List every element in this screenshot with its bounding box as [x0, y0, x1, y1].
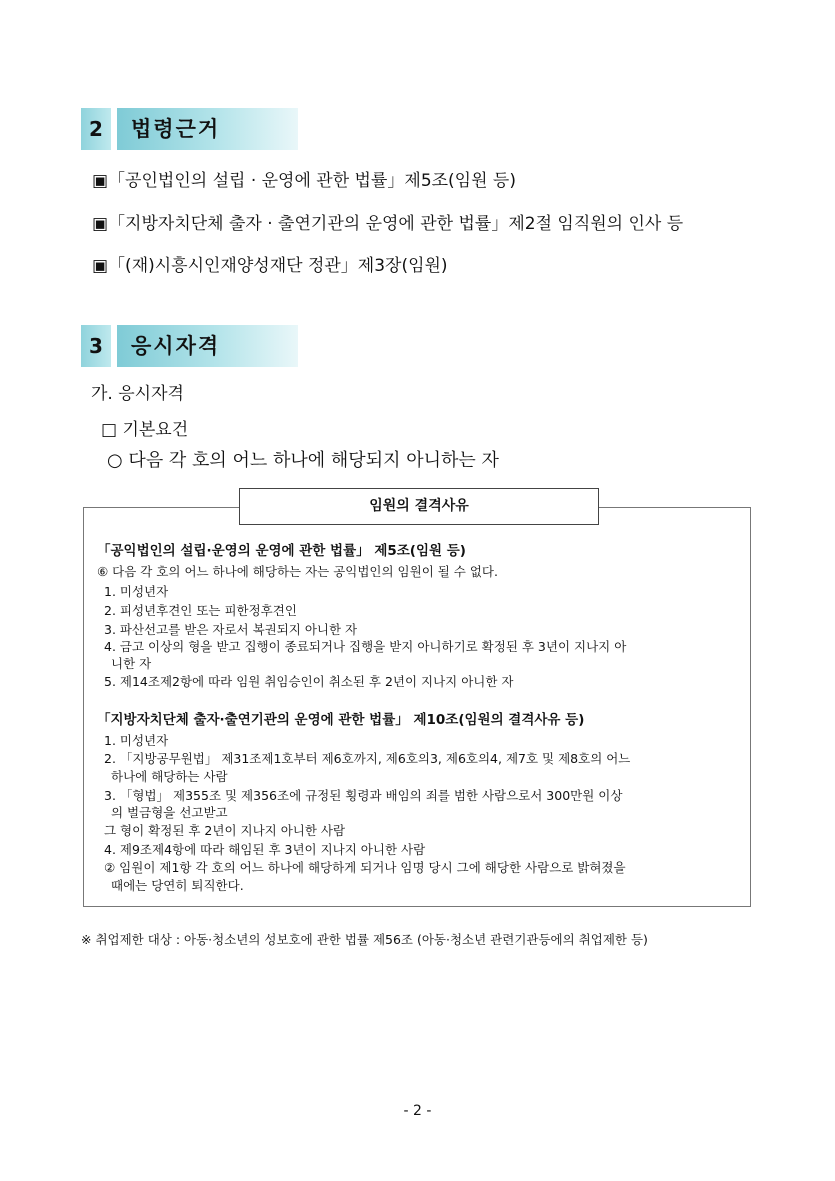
law-clause-item: 때에는 당연히 퇴직한다.: [111, 878, 244, 893]
law-clause-item: 4. 제9조제4항에 따라 해임된 후 3년이 지나지 아니한 사람: [104, 842, 426, 857]
section-title: 법령근거: [117, 108, 298, 150]
law-clause-item: 2. 「지방공무원법」 제31조제1호부터 제6호까지, 제6호의3, 제6호의4, 제7호 및 제8호의 어느: [104, 751, 631, 766]
law-heading: 「공익법인의 설립·운영의 운영에 관한 법률」 제5조(임원 등): [97, 543, 466, 559]
law-clause-item: 3. 파산선고를 받은 자로서 복권되지 아니한 자: [104, 622, 358, 637]
law-clause-item: 4. 금고 이상의 형을 받고 집행이 종료되거나 집행을 받지 아니하기로 확정된 후 3년이 지나지 아: [104, 639, 627, 654]
law-clause-item: 니한 자: [111, 656, 152, 671]
law-clause: ⑥ 다음 각 호의 어느 하나에 해당하는 자는 공익법인의 임원이 될 수 없다.: [97, 564, 498, 579]
subsection-heading: 가. 응시자격: [91, 384, 184, 404]
section-title: 응시자격: [117, 325, 298, 367]
law-clause-item: 1. 미성년자: [104, 584, 169, 599]
section-number: 2: [81, 108, 111, 150]
page-number: - 2 -: [403, 1103, 432, 1119]
law-clause-item: 5. 제14조제2항에 따라 임원 취임승인이 취소된 후 2년이 지나지 아니한 자: [104, 674, 514, 689]
law-basis-item: ▣「(재)시흥시인재양성재단 정관」제3장(임원): [92, 256, 448, 276]
law-clause-item: ② 임원이 제1항 각 호의 어느 하나에 해당하게 되거나 임명 당시 그에 해당한 사람으로 밝혀졌을: [104, 860, 626, 875]
box-title: 임원의 결격사유: [239, 488, 599, 525]
law-clause-item: 2. 피성년후견인 또는 피한정후견인: [104, 603, 297, 618]
employment-restriction-note: ※ 취업제한 대상 : 아동·청소년의 성보호에 관한 법률 제56조 (아동·청소년 관련기관등에의 취업제한 등): [81, 932, 648, 947]
law-heading: 「지방자치단체 출자·출연기관의 운영에 관한 법률」 제10조(임원의 결격사유 등): [97, 712, 585, 728]
basic-requirement-heading: □ 기본요건: [101, 420, 189, 440]
section-number: 3: [81, 325, 111, 367]
requirement-statement: ○ 다음 각 호의 어느 하나에 해당되지 아니하는 자: [107, 450, 499, 471]
law-basis-item: ▣「지방자치단체 출자 · 출연기관의 운영에 관한 법률」제2절 임직원의 인사 등: [92, 214, 684, 234]
law-clause-item: 1. 미성년자: [104, 733, 169, 748]
law-clause-item: 3. 「형법」 제355조 및 제356조에 규정된 횡령과 배임의 죄를 범한 사람으로서 300만원 이상: [104, 788, 623, 803]
law-clause-item: 하나에 해당하는 사람: [111, 769, 228, 784]
law-clause-item: 의 벌금형을 선고받고: [111, 805, 228, 820]
law-basis-item: ▣「공인법인의 설립 · 운영에 관한 법률」제5조(임원 등): [92, 171, 516, 191]
law-clause-item: 그 형이 확정된 후 2년이 지나지 아니한 사람: [104, 823, 346, 838]
